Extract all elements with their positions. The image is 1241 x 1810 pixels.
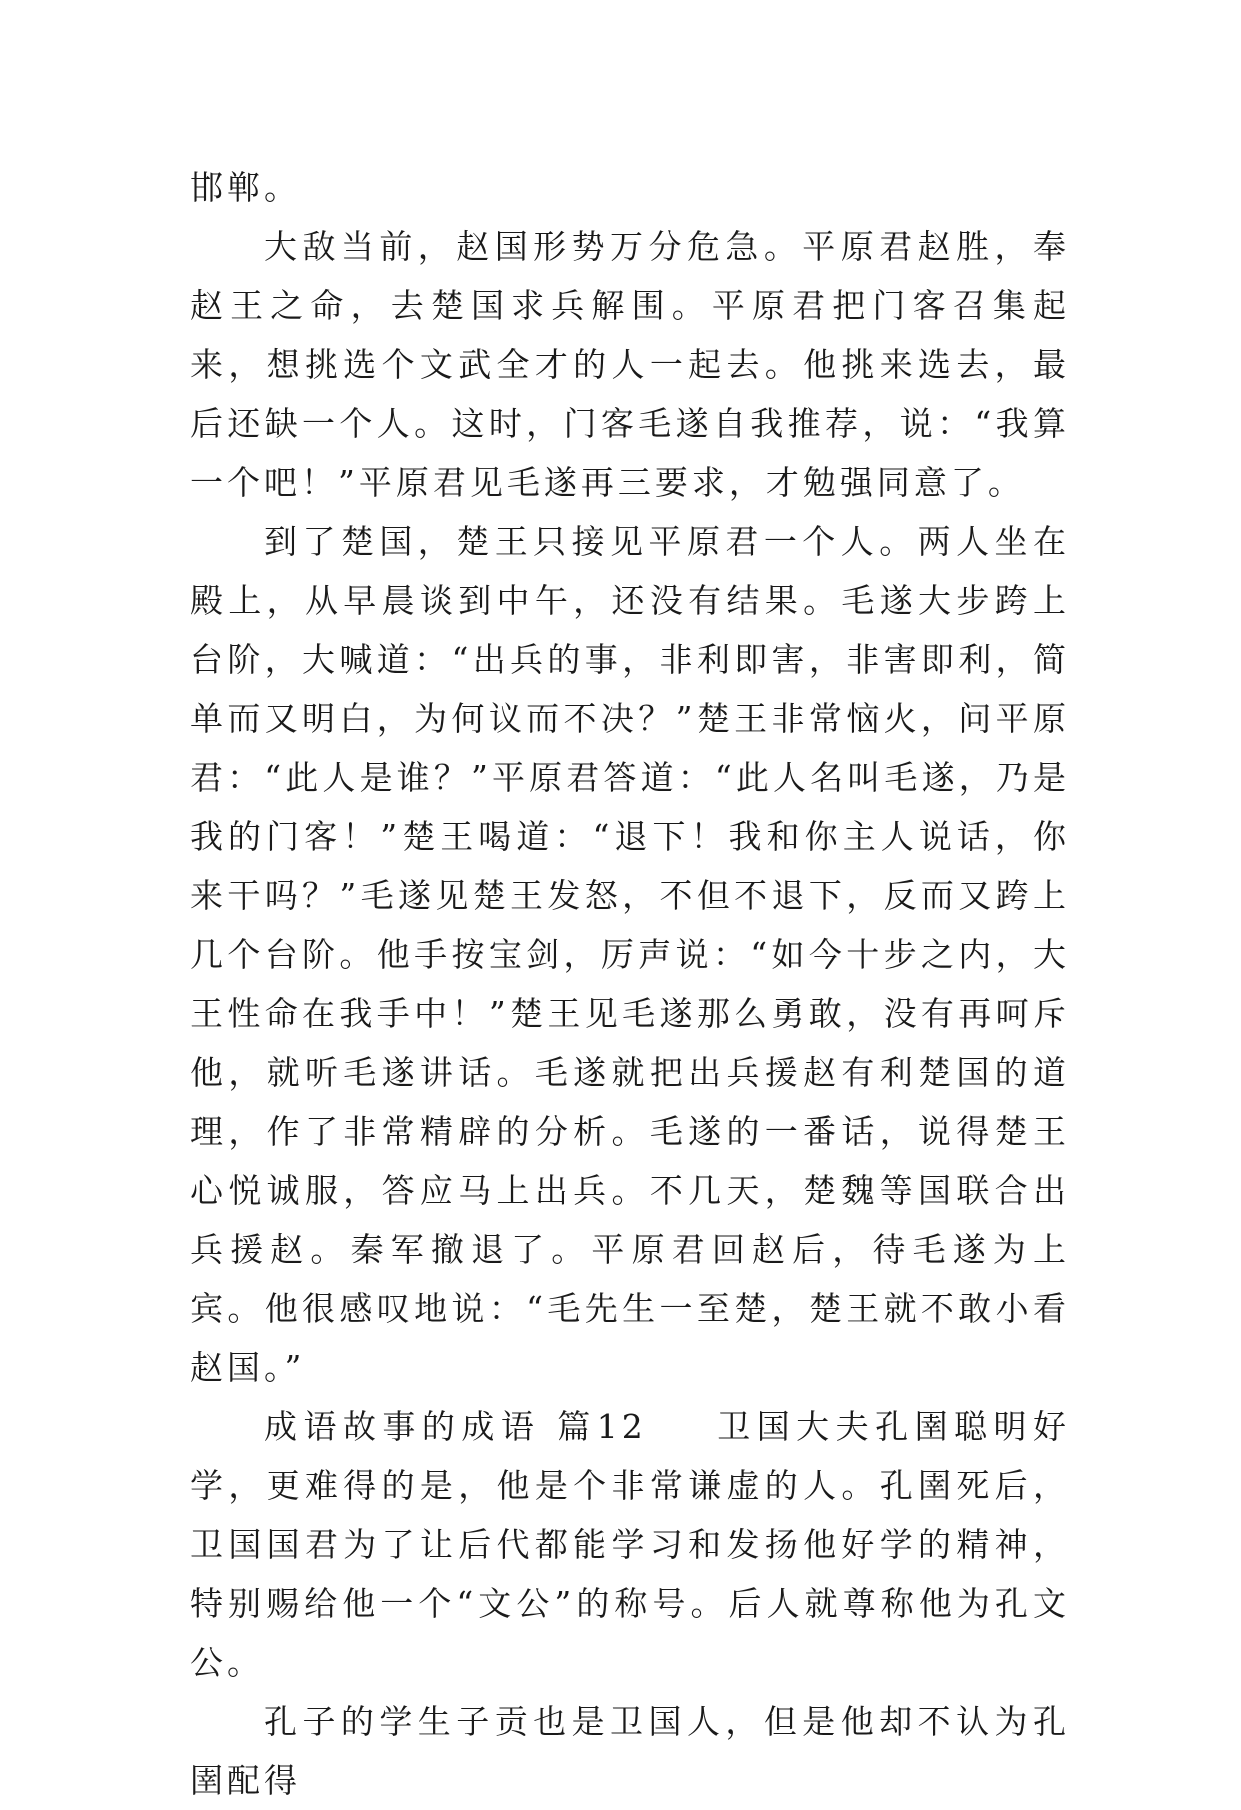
paragraph-1 — [190, 158, 1070, 217]
paragraph-4 — [190, 1397, 1070, 1692]
paragraph-text: 卫国大夫孔圉聪明好学，更难得的是，他是个非常谦虚的人。孔圉死后，卫国国君为了让后代都能学习和发扬他好学的精神，特别赐给他一个“文公”的称号。后人就尊称他为孔文公。 — [190, 1407, 1071, 1682]
paragraph-text: 大敌当前，赵国形势万分危急。平原君赵胜，奉赵王之命，去楚国求兵解围。平原君把门客召集起来，想挑选个文武全才的人一起去。他挑来选去，最后还缺一个人。这时，门客毛遂自我推荐，说：“我算一个吧！”平原君见毛遂再三要求，才勉强同意了。 — [190, 227, 1070, 502]
paragraph-5 — [190, 1692, 1070, 1810]
paragraph-text: 到了楚国，楚王只接见平原君一个人。两人坐在殿上，从早晨谈到中午，还没有结果。毛遂大步跨上台阶，大喊道：“出兵的事，非利即害，非害即利，简单而又明白，为何议而不决？”楚王非常恼火，问平原君：“此人是谁？”平原君答道：“此人名叫毛遂，乃是我的门客！”楚王喝道：“退下！我和你主人说话，你来干吗？”毛遂见楚王发怒，不但不退下，反而又跨上几个台阶。他手按宝剑，厉声说：“如今十步之内，大王性命在我手中！”楚王见毛遂那么勇敢，没有再呵斥他，就听毛遂讲话。毛遂就把出兵援赵有利楚国的道理，作了非常精辟的分析。毛遂的一番话，说得楚王心悦诚服，答应马上出兵。不几天，楚魏等国联合出兵援赵。秦军撤退了。平原君回赵后，待毛遂为上宾。他很感叹地说：“毛先生一至楚，楚王就不敢小看赵国。” — [190, 522, 1070, 1387]
section-heading: 成语故事的成语 篇12 — [264, 1407, 647, 1446]
paragraph-text: 孔子的学生子贡也是卫国人，但是他却不认为孔圉配得 — [190, 1702, 1070, 1800]
document-body — [190, 158, 1070, 1810]
paragraph-3 — [190, 512, 1070, 1397]
paragraph-text: 邯郸。 — [190, 168, 301, 207]
paragraph-2 — [190, 217, 1070, 512]
